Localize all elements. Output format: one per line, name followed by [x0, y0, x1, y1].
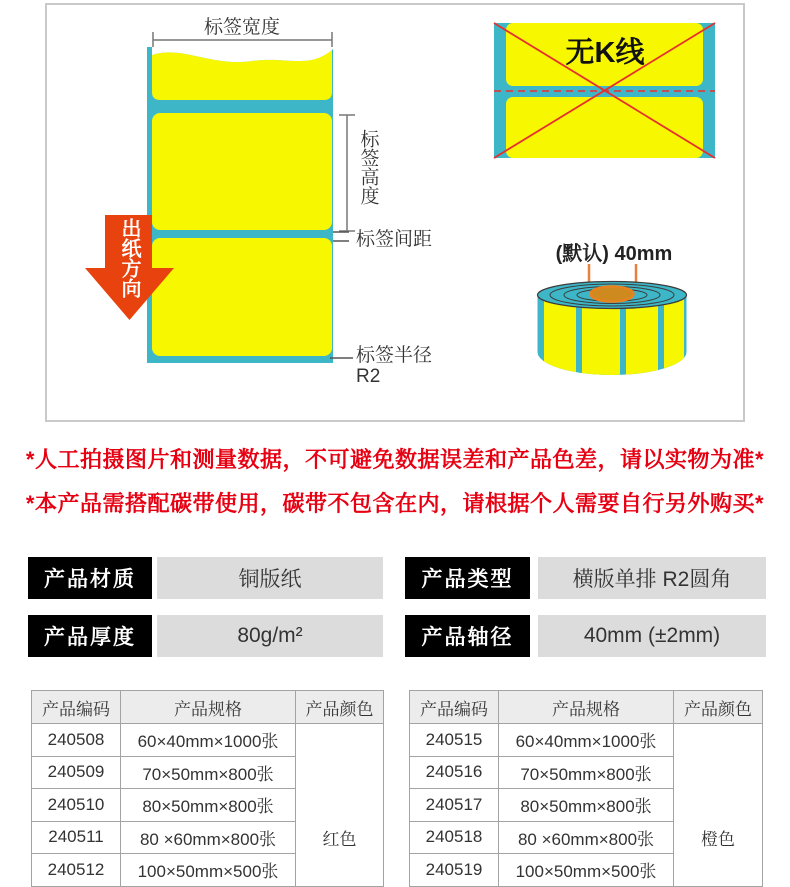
product-spec: 100×50mm×500张 — [121, 854, 296, 887]
product-code: 240512 — [32, 854, 121, 887]
label-gap-caption: 标签间距 — [356, 229, 433, 250]
product-color: 红色 — [296, 724, 384, 887]
label-radius-caption: 标签半径 — [356, 345, 433, 366]
spec-label-core: 产品轴径 — [405, 615, 530, 657]
product-code: 240517 — [410, 789, 499, 822]
product-spec: 80 ×60mm×800张 — [499, 821, 674, 854]
product-spec: 100×50mm×500张 — [499, 854, 674, 887]
label-sticker-3 — [152, 238, 332, 356]
spec-value-material: 铜版纸 — [157, 557, 383, 599]
product-spec: 80 ×60mm×800张 — [121, 821, 296, 854]
roll-core — [591, 287, 634, 302]
product-code: 240518 — [410, 821, 499, 854]
label-width-caption: 标签宽度 — [203, 17, 281, 38]
label-sticker-2 — [152, 113, 332, 230]
nk-label-bottom — [506, 97, 703, 158]
gap-ticks — [333, 232, 349, 241]
product-code: 240508 — [32, 724, 121, 757]
no-k-line-graphic — [494, 23, 715, 158]
col-header-code: 产品编码 — [410, 691, 499, 724]
spec-label-type: 产品类型 — [405, 557, 530, 599]
product-spec: 70×50mm×800张 — [499, 756, 674, 789]
product-spec: 60×40mm×1000张 — [499, 724, 674, 757]
product-spec: 80×50mm×800张 — [121, 789, 296, 822]
product-code: 240516 — [410, 756, 499, 789]
product-spec: 70×50mm×800张 — [121, 756, 296, 789]
product-spec: 80×50mm×800张 — [499, 789, 674, 822]
height-bracket — [339, 115, 355, 231]
label-roll-3d — [538, 242, 687, 378]
spec-value-thickness: 80g/m² — [157, 615, 383, 657]
col-header-spec: 产品规格 — [121, 691, 296, 724]
spec-value-core: 40mm (±2mm) — [538, 615, 766, 657]
table-header-row — [410, 691, 763, 724]
product-code: 240515 — [410, 724, 499, 757]
col-header-color: 产品颜色 — [674, 691, 763, 724]
product-spec: 60×40mm×1000张 — [121, 724, 296, 757]
col-header-spec: 产品规格 — [499, 691, 674, 724]
product-code: 240509 — [32, 756, 121, 789]
label-radius-value: R2 — [356, 366, 381, 387]
product-table-right — [409, 690, 763, 887]
table-row — [32, 724, 384, 757]
label-spec-diagram — [47, 5, 743, 420]
spec-value-type: 横版单排 R2圆角 — [538, 557, 766, 599]
no-k-line-caption: 无K线 — [565, 37, 645, 69]
product-code: 240510 — [32, 789, 121, 822]
diagram-box — [45, 3, 745, 422]
product-code: 240519 — [410, 854, 499, 887]
label-strip-diagram — [85, 16, 432, 387]
product-table-left — [31, 690, 384, 887]
product-code: 240511 — [32, 821, 121, 854]
core-diameter-caption: (默认) 40mm — [555, 243, 673, 265]
spec-label-thickness: 产品厚度 — [28, 615, 152, 657]
spec-label-material: 产品材质 — [28, 557, 152, 599]
col-header-code: 产品编码 — [32, 691, 121, 724]
product-color: 橙色 — [674, 724, 763, 887]
feed-direction-caption: 出纸方向 — [118, 218, 140, 298]
table-row — [410, 724, 763, 757]
label-height-caption: 标签高度 — [357, 129, 379, 205]
table-header-row — [32, 691, 384, 724]
warning-line-1: *人工拍摄图片和测量数据，不可避免数据误差和产品色差，请以实物为准* — [25, 447, 765, 472]
col-header-color: 产品颜色 — [296, 691, 384, 724]
warning-line-2: *本产品需搭配碳带使用，碳带不包含在内，请根据个人需要自行另外购买* — [25, 491, 765, 516]
